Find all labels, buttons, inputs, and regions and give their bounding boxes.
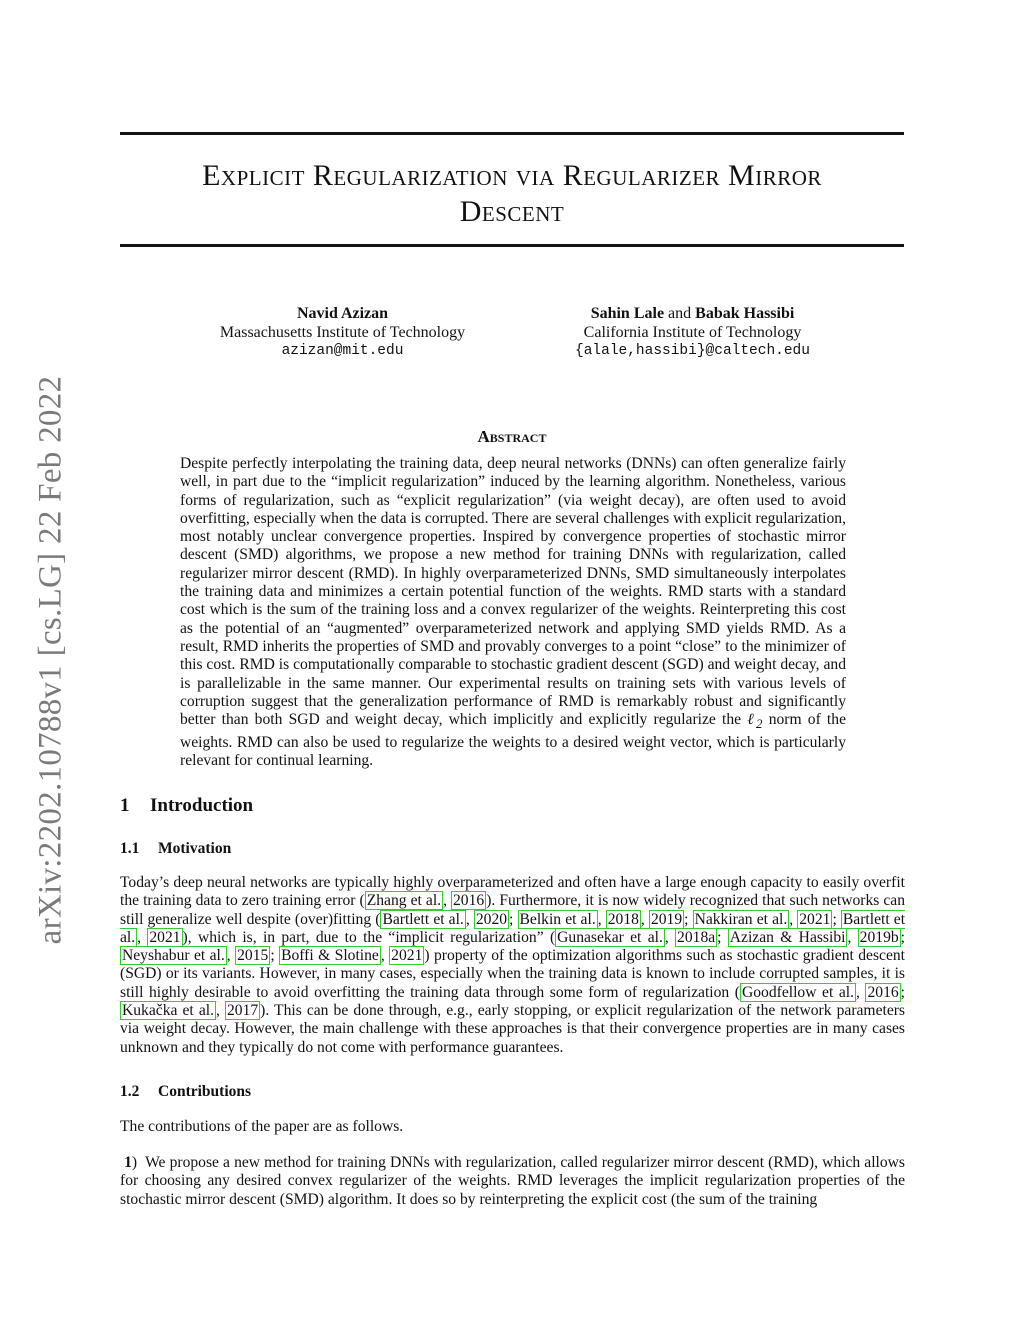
norm-ell: ℓ bbox=[747, 711, 757, 729]
citation-year-belkin2019[interactable]: 2019 bbox=[650, 910, 683, 928]
citation-year-bartlett2020[interactable]: 2020 bbox=[475, 910, 508, 928]
author-and: and bbox=[668, 305, 692, 322]
item-paren: ) bbox=[131, 1154, 138, 1171]
citation-year-zhang2016[interactable]: 2016 bbox=[453, 892, 485, 910]
arxiv-id-text: arXiv:2202.10788v1 [cs.LG] 22 Feb 2022 bbox=[32, 375, 69, 944]
citation-link-belkin[interactable]: Belkin et al. bbox=[519, 910, 596, 928]
subsection-title: Contributions bbox=[158, 1083, 252, 1100]
author-name: Navid Azizan bbox=[296, 305, 389, 322]
citation-link-zhang2016[interactable]: Zhang et al. bbox=[366, 892, 442, 910]
text-run: ). This can be done through, e.g., early stopping, or explicit regularization of the network parameters via weight decay. However, the main challenge with these approaches is that their convergence properties are in many cases unknown and they typically do not come with performance guarantees. bbox=[120, 1002, 905, 1056]
citation-year-nakkiran2021[interactable]: 2021 bbox=[799, 910, 831, 928]
title-line-1: Explicit Regularization via Regularizer Mirror bbox=[202, 159, 822, 192]
citation-year-gunasekar2018a[interactable]: 2018a bbox=[677, 928, 716, 946]
author-affiliation: California Institute of Technology bbox=[583, 324, 802, 341]
citation-year-azizan2019b[interactable]: 2019b bbox=[859, 928, 899, 946]
section-heading-introduction bbox=[120, 795, 253, 817]
text-run: Today’s deep neural networks are typically highly overparameterized and often have a large enough capacity to easily overfit the training data to zero training error ( bbox=[120, 874, 905, 910]
text-run: ), which is, in part, due to the “implicit regularization” ( bbox=[182, 928, 556, 946]
contributions-intro: The contributions of the paper are as follows. bbox=[120, 1118, 404, 1135]
author-affiliation: Massachusetts Institute of Technology bbox=[219, 324, 466, 341]
title-line-2: Descent bbox=[459, 195, 565, 228]
subsection-number: 1.1 bbox=[120, 840, 140, 857]
citation-year-boffi2021[interactable]: 2021 bbox=[391, 947, 423, 965]
citation-link-bartlett2021[interactable]: Bartlett et al. bbox=[120, 910, 906, 946]
author-name-lale: Sahin Lale bbox=[590, 305, 665, 322]
title-rule-bottom bbox=[120, 244, 904, 247]
author-names bbox=[565, 304, 820, 323]
citation-link-nakkiran[interactable]: Nakkiran et al. bbox=[694, 910, 788, 928]
item-text: We propose a new method for training DNNs with regularization, called regularizer mirror descent (RMD), which allows for choosing any desired convex regularizer of the weights. RMD leverages the implicit regularization properties of the stochastic mirror descent (SMD) algorithm. It does so by reinterpreting the explicit cost (the sum of the training bbox=[120, 1154, 906, 1208]
subsection-heading-motivation bbox=[120, 840, 231, 858]
author-email: azizan@mit.edu bbox=[281, 343, 404, 359]
author-name-hassibi: Babak Hassibi bbox=[695, 305, 795, 322]
citation-year-goodfellow2016[interactable]: 2016 bbox=[867, 983, 899, 1001]
citation-year-bartlett2021[interactable]: 2021 bbox=[149, 928, 181, 946]
abstract-text-2: norm of the weights. RMD can also be used to regularize the weights to a desired weight vector, which is particularly relevant for continual learning. bbox=[180, 711, 846, 769]
citation-link-neyshabur[interactable]: Neyshabur et al. bbox=[122, 947, 225, 965]
citation-link-bartlett2020[interactable]: Bartlett et al. bbox=[382, 910, 464, 928]
author-block-right bbox=[565, 304, 820, 361]
contribution-item-1 bbox=[120, 1154, 905, 1209]
citation-year-belkin2018[interactable]: 2018 bbox=[607, 910, 639, 928]
title-rule-top bbox=[120, 132, 904, 135]
citation-link-gunasekar[interactable]: Gunasekar et al. bbox=[557, 928, 663, 946]
subsection-heading-contributions bbox=[120, 1083, 251, 1101]
citation-link-goodfellow[interactable]: Goodfellow et al. bbox=[741, 983, 854, 1001]
arxiv-sidebar-stamp bbox=[26, 352, 76, 967]
citation-link-boffi[interactable]: Boffi & Slotine bbox=[281, 947, 379, 965]
motivation-paragraph: Today’s deep neural networks are typically highly overparameterized and often have a large enough capacity to easily overfit the training data to zero training error ( Zhang et al. , 2016 ). Furthermore, it is now widely recognized that such networks can still generalize well despite (over)fitting ( Bartlett et al. , 2020 ; Belkin et al. , 2018 , 2019 ; Nakkiran et al. , 2021 ; Bartlett et al. , 2021 ), which is, in part, due to the “implicit regularization” ( Gunasekar et al. , 2018a ; Azizan & Hassibi , 2019b ; Neyshabur et al. , 2015 ; Boffi & Slotine , 2021 ) property of the optimization algorithms such as stochastic gradient descent (SGD) or its variants. However, in many cases, especially when the training data is known to include corrupted samples, it is still highly desirable to avoid overfitting the training data through some form of regularization ( Goodfellow et al. , 2016 ; Kukačka et al. , 2017 ). This can be done through, e.g., early stopping, or explicit regularization of the network parameters via weight decay. However, the main challenge with these approaches is that their convergence properties are in many cases unknown and they typically do not come with performance guarantees. bbox=[120, 874, 906, 1056]
author-email: {alale,hassibi}@caltech.edu bbox=[575, 343, 810, 359]
section-title: Introduction bbox=[150, 795, 254, 816]
section-number: 1 bbox=[120, 795, 130, 816]
abstract-heading: Abstract bbox=[477, 427, 547, 446]
subsection-title: Motivation bbox=[158, 840, 232, 857]
citation-link-kukacka[interactable]: Kukačka et al. bbox=[122, 1002, 214, 1020]
citation-year-kukacka2017[interactable]: 2017 bbox=[226, 1002, 259, 1020]
text-run: ) property of the optimization algorithms such as stochastic gradient descent (SGD) or its variants. However, in many cases, especially when the training data is known to include corrupted samples, it is still highly desirable to avoid overfitting the training data through some form of regularization ( bbox=[120, 947, 906, 1001]
paper-title bbox=[120, 158, 904, 230]
citation-link-azizan[interactable]: Azizan & Hassibi bbox=[729, 928, 846, 946]
subsection-number: 1.2 bbox=[120, 1083, 140, 1100]
item-number: 1 bbox=[124, 1154, 132, 1171]
author-block-left bbox=[200, 304, 485, 361]
citation-year-neyshabur2015[interactable]: 2015 bbox=[237, 947, 269, 965]
abstract-body bbox=[180, 455, 846, 770]
norm-subscript: 2 bbox=[756, 716, 763, 732]
l2-norm-symbol bbox=[747, 711, 763, 732]
abstract-text-1: Despite perfectly interpolating the training data, deep neural networks (DNNs) can often generalize fairly well, in part due to the “implicit regularization” induced by the learning algorithm. Nonetheless, various forms of regularization, such as “explicit regularization” (via weight decay), are often used to avoid overfitting, especially when the data is corrupted. There are several challenges with explicit regularization, most notably unclear convergence properties. Inspired by convergence properties of stochastic mirror descent (SMD) algorithms, we propose a new method for training DNNs with regularization, called regularizer mirror descent (RMD). In highly overparameterized DNNs, SMD simultaneously interpolates the training data and minimizes a certain potential function of the weights. RMD starts with a standard cost which is the sum of the training loss and a convex regularizer of the weights. Reinterpreting this cost as the potential of an “augmented” overparameterized network and applying SMD yields RMD. As a result, RMD inherits the properties of SMD and provably converges to a point “close” to the minimizer of this cost. RMD is computationally comparable to stochastic gradient descent (SGD) and weight decay, and is parallelizable in the same manner. Our experimental results on training sets with various levels of corruption suggest that the generalization performance of RMD is remarkably robust and significantly better than both SGD and weight decay, which implicitly and explicitly regularize the bbox=[180, 455, 846, 729]
text-run: ). Furthermore, it is now widely recognized that such networks can still generalize well despite (over)fitting ( bbox=[120, 892, 906, 928]
